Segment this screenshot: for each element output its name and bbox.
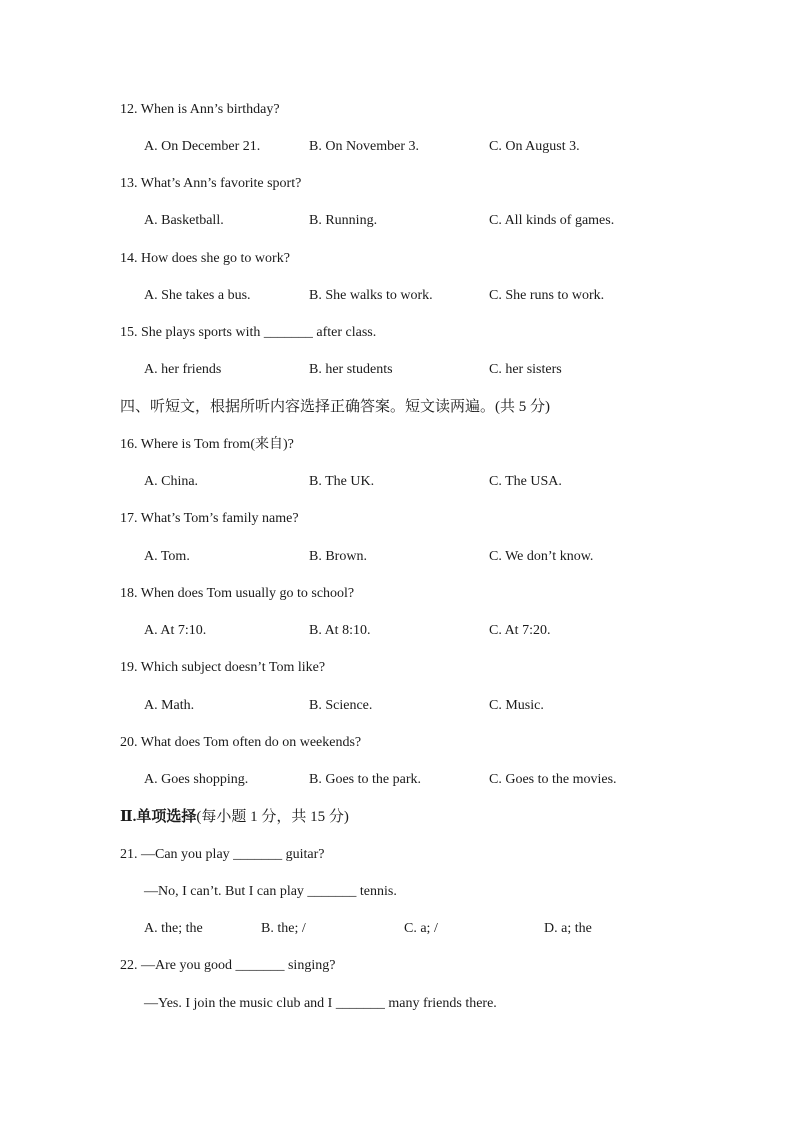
question-22-line-2: —Yes. I join the music club and I _______ many friends there. (144, 996, 497, 1011)
question-21-option-a: A. the; the (144, 921, 203, 936)
question-17-option-c: C. We don’t know. (489, 549, 594, 564)
question-15-stem: 15. She plays sports with _______ after class. (120, 325, 377, 340)
question-16-stem: 16. Where is Tom from(来自)? (120, 437, 294, 452)
question-21-option-d: D. a; the (544, 921, 592, 936)
question-21-line-1: 21. —Can you play _______ guitar? (120, 847, 325, 862)
question-13-option-c: C. All kinds of games. (489, 213, 615, 228)
question-17-option-b: B. Brown. (309, 549, 367, 564)
question-18-option-b: B. At 8:10. (309, 623, 371, 638)
question-19-option-a: A. Math. (144, 698, 195, 713)
section-two-heading (120, 808, 349, 826)
question-12-option-b: B. On November 3. (309, 139, 420, 154)
question-21-option-c: C. a; / (404, 921, 438, 936)
question-19-stem: 19. Which subject doesn’t Tom like? (120, 660, 326, 675)
section-four-heading: 四、听短文，根据所听内容选择正确答案。短文读两遍。(共 5 分) (120, 399, 550, 415)
section-two-heading-bold: Ⅱ.单项选择 (120, 809, 197, 825)
question-13-option-b: B. Running. (309, 213, 378, 228)
question-14-stem: 14. How does she go to work? (120, 251, 290, 266)
question-21-line-2: —No, I can’t. But I can play _______ tennis. (144, 884, 397, 899)
question-20-option-a: A. Goes shopping. (144, 772, 249, 787)
question-18-option-c: C. At 7:20. (489, 623, 551, 638)
question-16-option-a: A. China. (144, 474, 199, 489)
question-12-stem: 12. When is Ann’s birthday? (120, 102, 280, 117)
question-22-line-1: 22. —Are you good _______ singing? (120, 958, 336, 973)
question-20-stem: 20. What does Tom often do on weekends? (120, 735, 362, 750)
question-13-stem: 13. What’s Ann’s favorite sport? (120, 176, 302, 191)
question-19-option-b: B. Science. (309, 698, 373, 713)
question-14-option-a: A. She takes a bus. (144, 288, 251, 303)
question-15-option-c: C. her sisters (489, 362, 562, 377)
question-21-option-b: B. the; / (261, 921, 306, 936)
question-17-option-a: A. Tom. (144, 549, 190, 564)
question-12-option-c: C. On August 3. (489, 139, 580, 154)
question-19-option-c: C. Music. (489, 698, 544, 713)
question-16-option-b: B. The UK. (309, 474, 375, 489)
question-15-option-b: B. her students (309, 362, 393, 377)
question-18-option-a: A. At 7:10. (144, 623, 207, 638)
question-18-stem: 18. When does Tom usually go to school? (120, 586, 355, 601)
question-16-option-c: C. The USA. (489, 474, 562, 489)
question-12-option-a: A. On December 21. (144, 139, 261, 154)
question-17-stem: 17. What’s Tom’s family name? (120, 511, 299, 526)
question-20-option-b: B. Goes to the park. (309, 772, 421, 787)
question-15-option-a: A. her friends (144, 362, 222, 377)
question-14-option-c: C. She runs to work. (489, 288, 605, 303)
question-14-option-b: B. She walks to work. (309, 288, 433, 303)
question-13-option-a: A. Basketball. (144, 213, 224, 228)
question-20-option-c: C. Goes to the movies. (489, 772, 617, 787)
section-two-heading-rest: (每小题 1 分，共 15 分) (196, 809, 349, 825)
